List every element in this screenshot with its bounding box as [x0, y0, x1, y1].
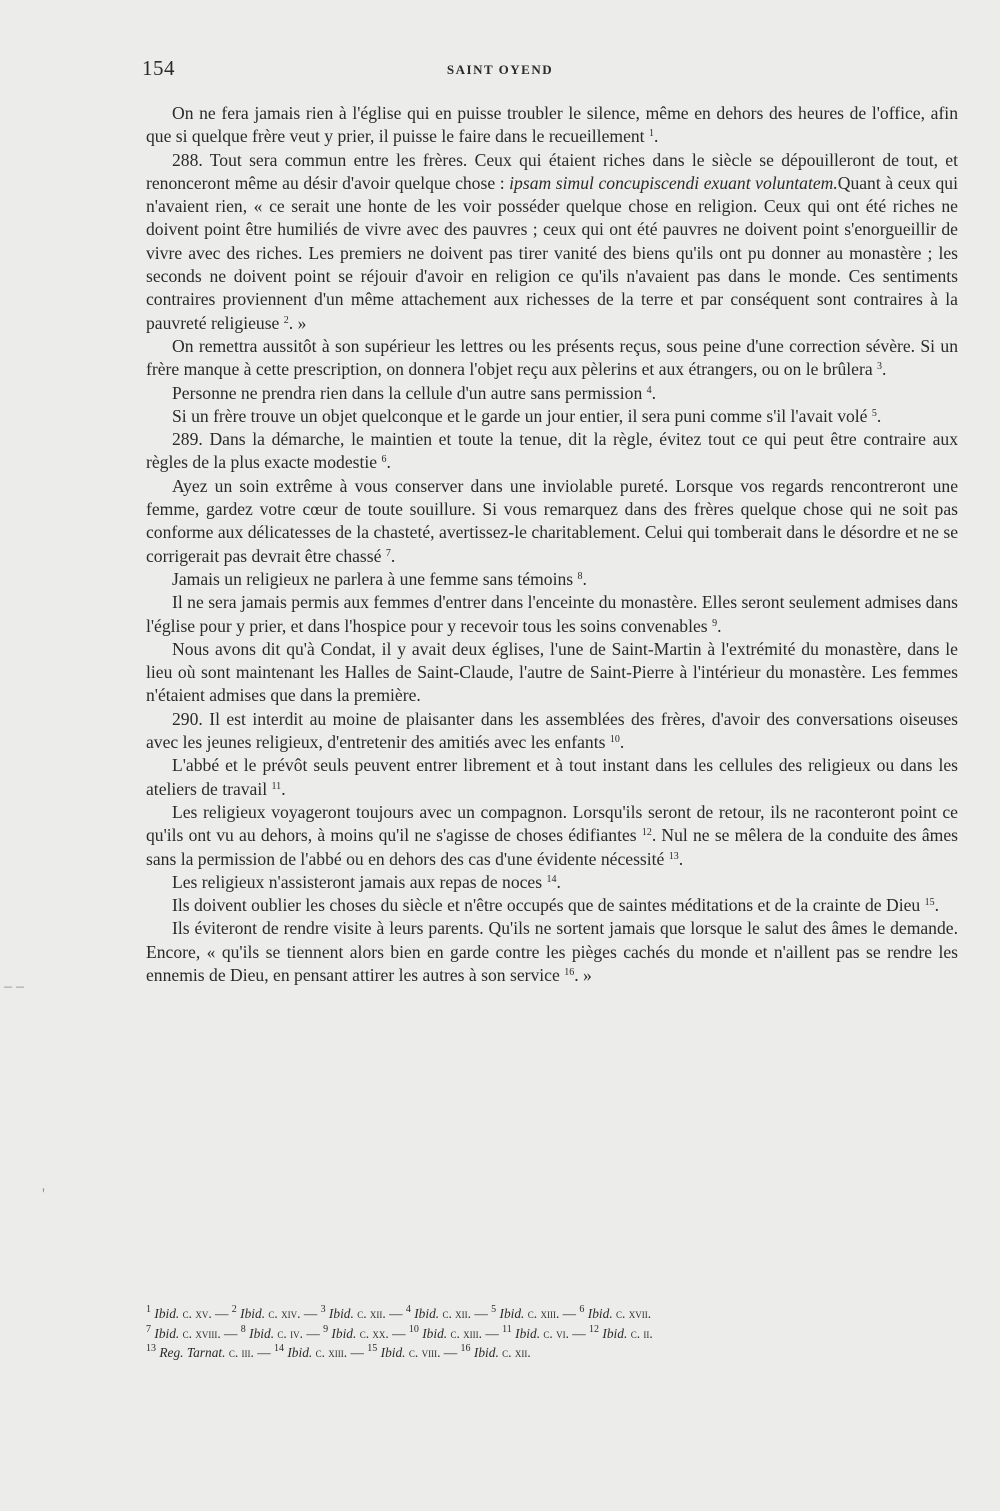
- paragraph: [146, 405, 958, 428]
- text-run: . Nul ne se mêlera de la conduite des âmes sans la permission de l'abbé ou en dehors des cas d'une évidente nécessité: [146, 825, 959, 869]
- footnote-ref: 8: [577, 570, 583, 582]
- text-run: On remettra aussitôt à son supérieur les lettres ou les présents reçus, sous peine d'une correction sévère. Si un frère manque à cette prescription, on donnera l'objet reçu aux pèlerins et aux étrangers, ou on le brûlera: [146, 335, 958, 380]
- footnote-chapter: c. xiii.: [527, 1306, 560, 1321]
- footnote-separator: —: [568, 1325, 590, 1341]
- footnote-source: Reg. Tarnat.: [159, 1345, 226, 1360]
- footnote-number: 1: [146, 1304, 151, 1315]
- margin-mark: ': [42, 1186, 45, 1203]
- text-run: Ayez un soin extrême à vous conserver dans une inviolable pureté. Lorsque vos regards rencontreront une femme, gardez votre cœur de toute souillure. Si vous remarquez dans des frères quelque chose qui ne soit pas conforme aux délicatesses de la chasteté, avertissez-le charitablement. Celui qui tomberait dans le désordre et ne se corrigerait pas devrait être chassé: [146, 475, 958, 566]
- footnote-separator: —: [385, 1306, 406, 1321]
- footnote-separator: —: [388, 1325, 409, 1341]
- text-run: 288. Tout sera commun entre les frères. Ceux qui étaient riches dans le siècle se dépouilleront de tout, et renonceront même au désir d'avoir quelque chose :: [146, 149, 958, 193]
- footnote-source: Ibid.: [499, 1306, 525, 1321]
- footnote-separator: —: [482, 1325, 503, 1341]
- text-run: .: [934, 895, 940, 916]
- text-run: Si un frère trouve un objet quelconque et le garde un jour entier, il sera puni comme s'il l'avait volé: [172, 405, 872, 426]
- paragraph: [146, 801, 958, 871]
- text-run: .: [651, 382, 657, 403]
- paragraph: [146, 335, 958, 382]
- footnote-number: 3: [320, 1304, 326, 1315]
- footnote-chapter: c. xiv.: [268, 1306, 301, 1321]
- text-run: Les religieux n'assisteront jamais aux repas de noces: [172, 871, 547, 892]
- footnote-chapter: c. xviii.: [182, 1325, 221, 1341]
- text-run: Il ne sera jamais permis aux femmes d'entrer dans l'enceinte du monastère. Elles seront seulement admises dans l'église pour y prier, et dans l'hospice pour y recevoir tous les soins convenables: [146, 592, 958, 636]
- footnote-line: [146, 1304, 958, 1324]
- paragraph: [146, 754, 958, 801]
- footnote-ref: 15: [924, 897, 935, 909]
- footnote-chapter: c. iv.: [277, 1325, 303, 1341]
- footnote-number: 7: [146, 1323, 151, 1335]
- footnote-separator: —: [211, 1306, 232, 1321]
- footnote-separator: —: [559, 1306, 580, 1321]
- footnote-chapter: c. ii.: [630, 1325, 653, 1341]
- footnote-number: 14: [273, 1343, 284, 1354]
- paragraph: [146, 475, 958, 568]
- paragraph: [146, 917, 958, 987]
- footnote-separator: —: [302, 1325, 324, 1341]
- footnote-source: Ibid.: [602, 1325, 628, 1341]
- footnote-line: [146, 1324, 958, 1344]
- body-text: [146, 102, 958, 987]
- footnote-ref: 4: [646, 384, 652, 396]
- footnote-source: Ibid.: [287, 1345, 313, 1360]
- footnote-separator: —: [347, 1345, 368, 1360]
- footnote-chapter: c. xiii.: [450, 1325, 483, 1341]
- footnote-number: 2: [231, 1304, 237, 1315]
- footnote-source: Ibid.: [328, 1306, 354, 1321]
- footnote-number: 6: [579, 1304, 585, 1315]
- footnote-source: Ibid.: [154, 1306, 180, 1321]
- footnote-chapter: c. xii.: [357, 1306, 386, 1321]
- footnote-ref: 7: [385, 547, 391, 559]
- text-run: .: [386, 452, 391, 473]
- text-run: 290. Il est interdit au moine de plaisanter dans les assemblées des frères, d'avoir des conversations oiseuses avec les jeunes religieux, d'entretenir des amitiés avec les enfants: [146, 708, 958, 753]
- footnote-source: Ibid.: [331, 1325, 357, 1341]
- text-run: Nous avons dit qu'à Condat, il y avait deux églises, l'une de Saint-Martin à l'extrémité du monastère, dans le lieu où sont maintenant les Halles de Saint-Claude, l'autre de Saint-Pierre à l'intérieur du monastère. Les femmes n'étaient admises que dans la première.: [146, 638, 958, 706]
- footnote-ref: 6: [381, 454, 387, 466]
- text-run: .: [619, 732, 625, 753]
- text-run: Ils doivent oublier les choses du siècle et n'être occupés que de saintes méditations et de la crainte de Dieu: [172, 895, 925, 916]
- footnote-chapter: c. xii.: [442, 1306, 472, 1321]
- footnote-number: 4: [405, 1304, 411, 1315]
- paragraph: [146, 708, 958, 755]
- text-run: . »: [574, 964, 592, 985]
- footnote-chapter: c. xx.: [359, 1325, 389, 1341]
- text-run: .: [556, 871, 561, 892]
- text-run: Jamais un religieux ne parlera à une femme sans témoins: [172, 568, 578, 589]
- footnote-chapter: c. iii.: [228, 1345, 254, 1360]
- text-run: .: [882, 359, 887, 380]
- footnote-source: Ibid.: [422, 1325, 448, 1341]
- text-run: Les religieux voyageront toujours avec un compagnon. Lorsqu'ils seront de retour, ils ne raconteront point ce qu'ils ont vu au dehors, à moins qu'il ne s'agisse de choses édifiantes: [146, 801, 958, 846]
- footnote-number: 13: [146, 1343, 156, 1354]
- paragraph: [146, 568, 958, 591]
- text-run: On ne fera jamais rien à l'église qui en puisse troubler le silence, même en dehors des heures de l'office, afin que si quelque frère veut y prier, il puisse le faire dans le recueillement: [146, 103, 958, 147]
- paragraph: [146, 638, 958, 708]
- footnote-chapter: c. xii.: [502, 1345, 531, 1360]
- footnote-separator: —: [220, 1325, 241, 1341]
- text-run: .: [876, 405, 882, 426]
- footnote-separator: —: [253, 1345, 274, 1360]
- footnote-ref: 10: [609, 734, 620, 746]
- footnote-source: Ibid.: [249, 1325, 275, 1341]
- text-run: Ils éviteront de rendre visite à leurs parents. Qu'ils ne sortent jamais que lorsque le salut des âmes le demande. Encore, « qu'ils se tiennent alors bien en garde contre les pièges cachés du monde et n'aillent pas se rendre les ennemis de Dieu, en pensant attirer les autres à son service: [146, 918, 958, 985]
- footnote-ref: 13: [668, 850, 679, 862]
- text-run: . »: [288, 312, 307, 333]
- footnote-chapter: c. xv.: [182, 1306, 212, 1321]
- footnote-number: 16: [460, 1343, 471, 1354]
- footnote-ref: 16: [564, 966, 575, 978]
- footnote-number: 8: [240, 1323, 246, 1335]
- paragraph: [146, 149, 958, 335]
- footnote-source: Ibid.: [240, 1306, 266, 1321]
- footnote-number: 11: [502, 1323, 512, 1335]
- footnote-number: 10: [408, 1323, 419, 1335]
- paragraph: [146, 591, 958, 638]
- footnote-source: Ibid.: [515, 1325, 541, 1341]
- footnote-chapter: c. xiii.: [315, 1345, 348, 1360]
- footnote-ref: 12: [641, 827, 652, 839]
- footnote-ref: 3: [877, 361, 883, 373]
- footnote-separator: —: [300, 1306, 321, 1321]
- footnote-chapter: c. vi.: [543, 1325, 569, 1341]
- footnote-number: 5: [491, 1304, 497, 1315]
- paragraph: [146, 428, 958, 475]
- text-run: .: [717, 615, 722, 636]
- paragraph: [146, 102, 958, 149]
- footnote-number: 15: [367, 1343, 378, 1354]
- text-run: .: [390, 545, 396, 566]
- footnote-ref: 5: [871, 407, 877, 419]
- footnote-source: Ibid.: [587, 1306, 613, 1321]
- paragraph: [146, 871, 958, 894]
- page-number: 154: [142, 56, 175, 80]
- footnote-separator: —: [471, 1306, 492, 1321]
- paragraph: [146, 382, 958, 405]
- footnote-chapter: c. xvii.: [616, 1306, 652, 1321]
- text-run: Personne ne prendra rien dans la cellule d'un autre sans permission: [172, 382, 647, 403]
- text-run: .: [678, 848, 684, 869]
- footnote-ref: 2: [283, 314, 289, 326]
- footnote-line: [146, 1343, 958, 1363]
- text-run: .: [653, 126, 659, 147]
- paragraph: [146, 894, 958, 917]
- footnote-ref: 9: [712, 617, 718, 629]
- footnote-source: Ibid.: [380, 1345, 406, 1360]
- text-run: 289. Dans la démarche, le maintien et toute la tenue, dit la règle, évitez tout ce qui peut être contraire aux règles de la plus exacte modestie: [146, 429, 958, 473]
- footnote-separator: —: [440, 1345, 461, 1360]
- footnote-number: 12: [589, 1323, 600, 1335]
- footnote-source: Ibid.: [154, 1325, 180, 1341]
- footnotes: [146, 1304, 958, 1363]
- latin-quote: ipsam simul concupiscendi exuant voluntatem.: [509, 172, 838, 193]
- footnote-number: 9: [323, 1323, 329, 1335]
- footnote-source: Ibid.: [414, 1306, 440, 1321]
- footnote-ref: 14: [546, 873, 557, 885]
- running-title: SAINT OYEND: [446, 62, 554, 77]
- text-run: Quant à ceux qui n'avaient rien, « ce serait une honte de les voir posséder quelque chose en religion. Ceux qui ont été riches ne doivent point être humiliés de vivre avec des pauvres ; ceux qui ont été pauvres ne doivent point s'enorgueillir de vivre avec des riches. Les premiers ne doivent pas tirer vanité des biens qu'ils ont pu donner au monastère ; les seconds ne doivent point se réjouir d'avoir en religion ce qu'ils n'avaient pas dans le monde. Ces sentiments contraires proviennent d'un même attachement aux richesses de la terre et par conséquent sont contraires à la pauvreté religieuse: [146, 172, 958, 333]
- footnote-chapter: c. viii.: [408, 1345, 441, 1360]
- margin-mark: ‒ ‒: [4, 978, 24, 995]
- footnote-ref: 11: [271, 780, 282, 792]
- text-run: L'abbé et le prévôt seuls peuvent entrer librement et à tout instant dans les cellules des religieux ou dans les ateliers de travail: [146, 755, 958, 799]
- footnote-ref: 1: [648, 128, 654, 140]
- footnote-source: Ibid.: [473, 1345, 499, 1360]
- text-run: .: [582, 568, 587, 589]
- text-run: .: [281, 778, 286, 799]
